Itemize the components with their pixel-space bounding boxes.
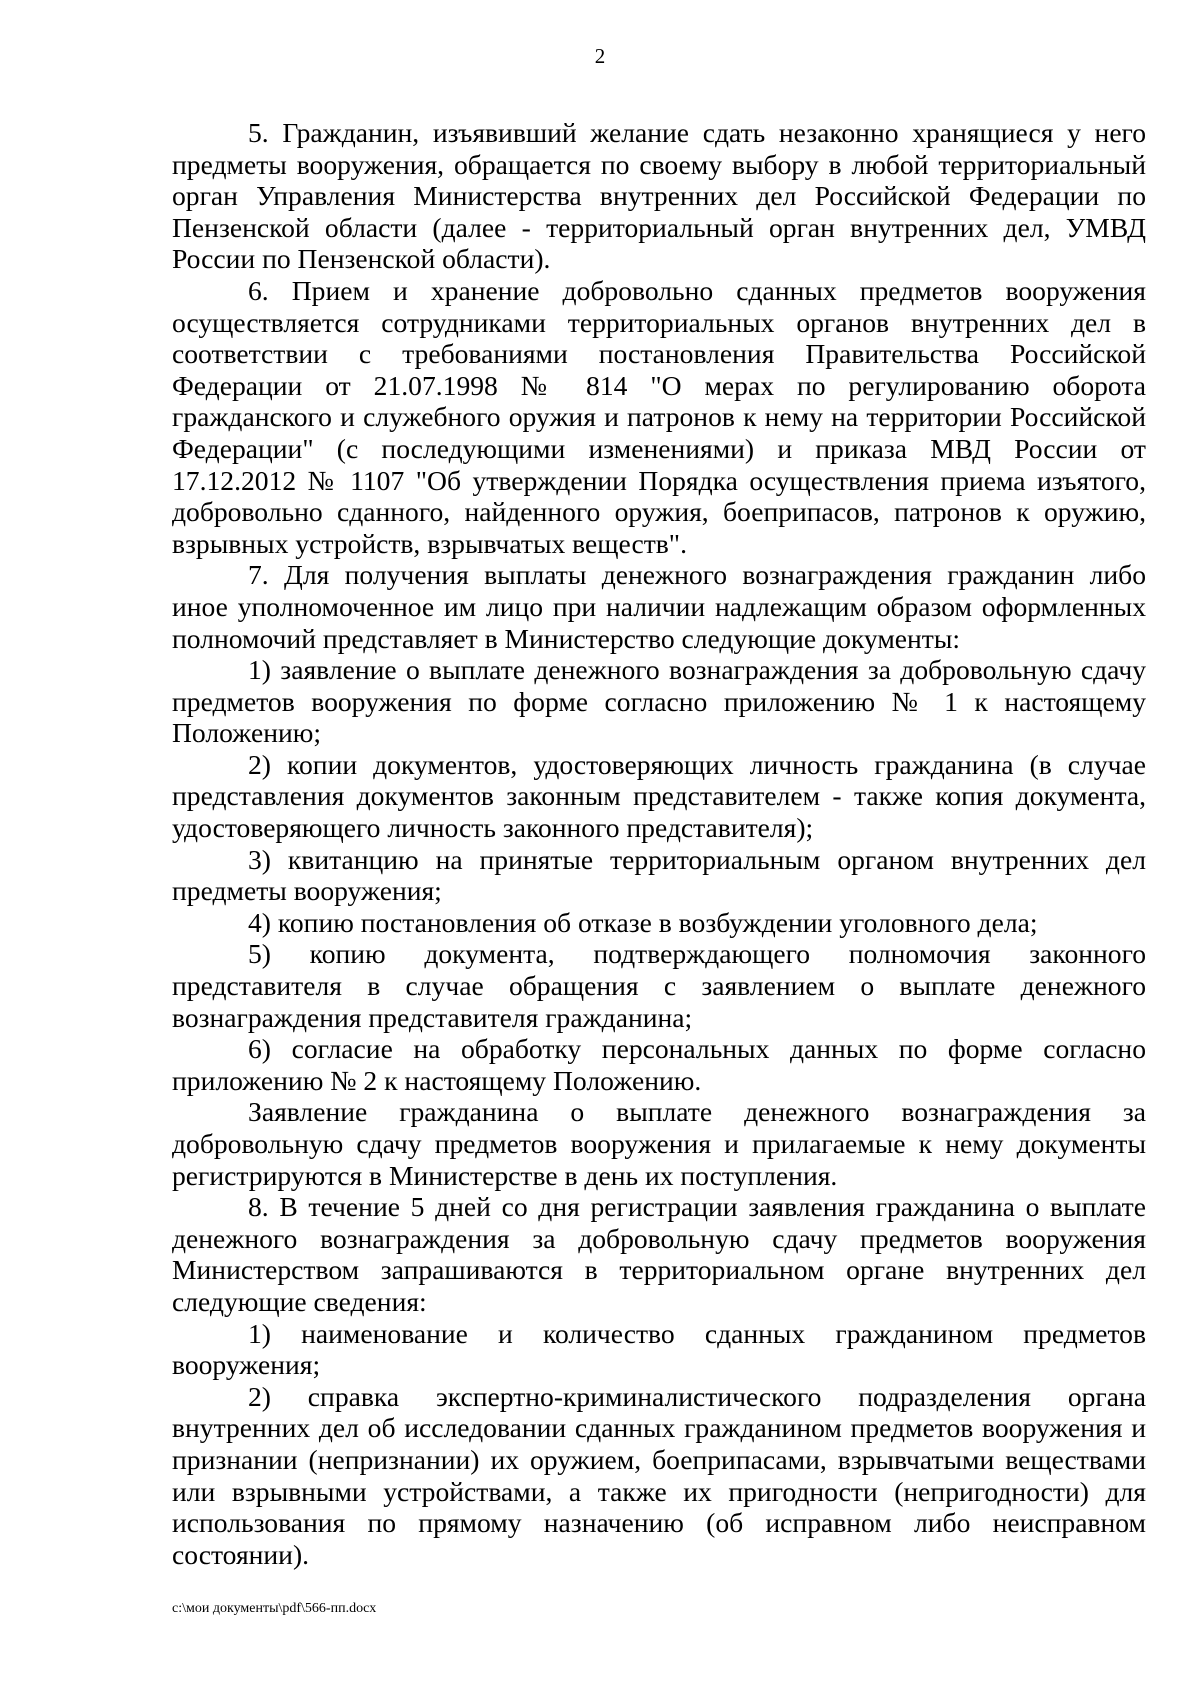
paragraph-8-item-2: 2) справка экспертно-криминалистического подразделения органа внутренних дел об исследовании сданных гражданином предметов вооружения и признании (непризнании) их оружием, боеприпасами, взрывчатыми веществами или взрывными устройствами, а также их пригодности (непригодности) для использования по прямому назначению (об исправном либо неисправном состоянии). [172, 1380, 1146, 1570]
paragraph-7-item-4: 4) копию постановления об отказе в возбуждении уголовного дела; [248, 906, 1038, 938]
paragraph-7-item-6: 6) согласие на обработку персональных данных по форме согласно приложению № 2 к настоящему Положению. [172, 1033, 1146, 1096]
paragraph-6: 6. Прием и хранение добровольно сданных предметов вооружения осуществляется сотрудниками территориальных органов внутренних дел в соответствии с требованиями постановления Правительства Российской Федерации от 21.07.1998 № 814 "О мерах по регулированию оборота гражданского и служебного оружия и патронов к нему на территории Российской Федерации" (с последующими изменениями) и приказа МВД России от 17.12.2012 № 1107 "Об утверждении Порядка осуществления приема изъятого, добровольно сданного, найденного оружия, боеприпасов, патронов к оружию, взрывных устройств, взрывчатых веществ". [172, 274, 1146, 559]
footer-file-path: c:\мои документы\pdf\566-пп.docx [172, 1601, 377, 1616]
paragraph-5: 5. Гражданин, изъявивший желание сдать незаконно хранящиеся у него предметы вооружения, обращается по своему выбору в любой территориальный орган Управления Министерства внутренних дел Российской Федерации по Пензенской области (далее - территориальный орган внутренних дел, УМВД России по Пензенской области). [172, 117, 1146, 275]
paragraph-7-item-3: 3) квитанцию на принятые территориальным органом внутренних дел предметы вооружения; [172, 843, 1146, 907]
paragraph-8-item-1: 1) наименование и количество сданных гражданином предметов вооружения; [172, 1317, 1146, 1381]
paragraph-8: 8. В течение 5 дней со дня регистрации заявления гражданина о выплате денежного вознаграждения за добровольную сдачу предметов вооружения Министерством запрашиваются в территориальном органе внутренних дел следующие сведения: [172, 1191, 1146, 1317]
paragraph-7-registration: Заявление гражданина о выплате денежного вознаграждения за добровольную сдачу предметов вооружения и прилагаемые к нему документы регистрируются в Министерстве в день их поступления. [172, 1096, 1146, 1191]
paragraph-7-item-5: 5) копию документа, подтверждающего полномочия законного представителя в случае обращения с заявлением о выплате денежного вознаграждения представителя гражданина; [172, 938, 1146, 1033]
paragraph-7-item-2: 2) копии документов, удостоверяющих личность гражданина (в случае представления документов законным представителем - также копия документа, удостоверяющего личность законного представителя); [172, 748, 1146, 844]
paragraph-7-item-1: 1) заявление о выплате денежного вознаграждения за добровольную сдачу предметов вооружения по форме согласно приложению № 1 к настоящему Положению; [172, 654, 1146, 749]
document-body [172, 117, 1146, 1570]
paragraph-7: 7. Для получения выплаты денежного вознаграждения гражданин либо иное уполномоченное им лицо при наличии надлежащим образом оформленных полномочий представляет в Министерство следующие документы: [172, 559, 1146, 654]
page-number: 2 [594, 44, 606, 68]
